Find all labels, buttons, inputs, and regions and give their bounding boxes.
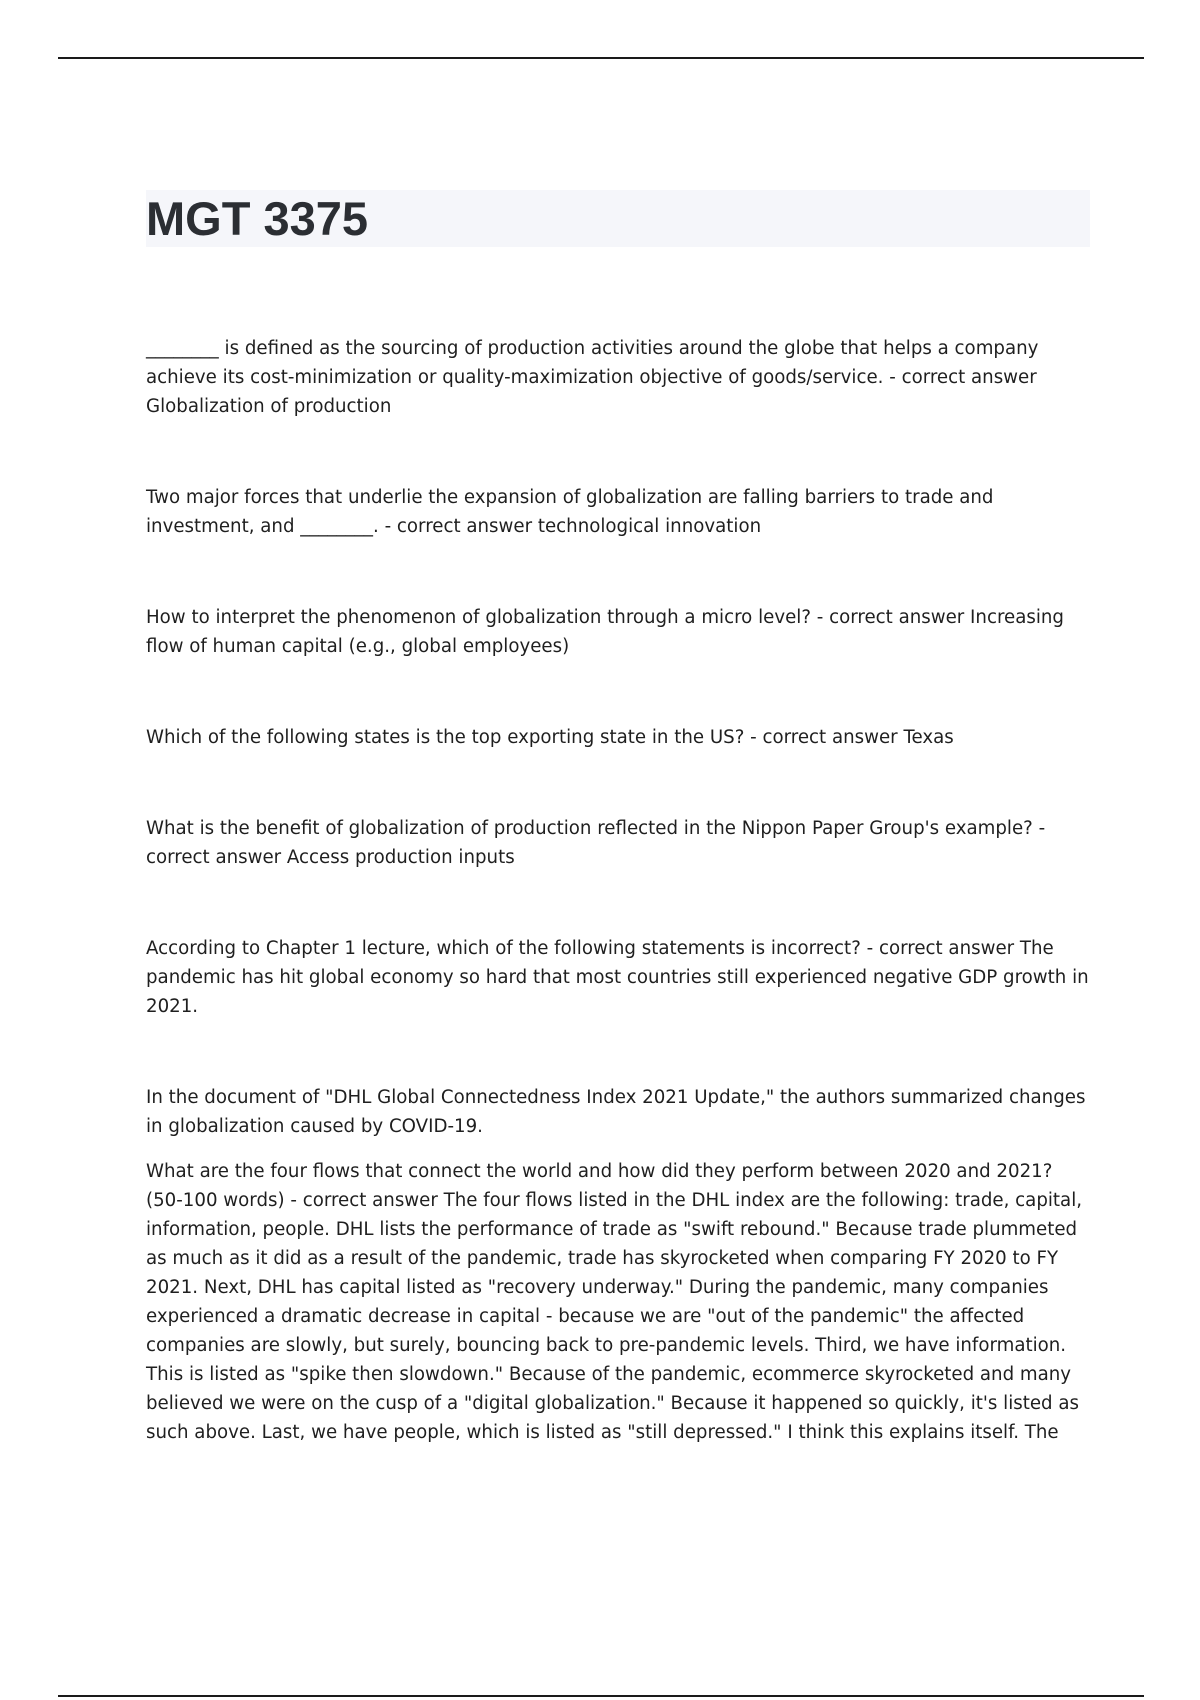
question-paragraph-6: According to Chapter 1 lecture, which of the following statements is incorrect? - correct answer The pandemic has hit global economy so hard that most countries still experienced negative GDP growth in 2021. bbox=[146, 938, 1089, 1017]
question-paragraph-1: ________ is defined as the sourcing of production activities around the globe that helps a company achieve its cost-minimization or quality-maximization objective of goods/service. - correct answer Globalization of production bbox=[146, 338, 1039, 417]
question-paragraph-8: What are the four flows that connect the world and how did they perform between 2020 and 2021? (50-100 words) - correct answer The four flows listed in the DHL index are the following: trade, capital, information, people. DHL lists the performance of trade as "swift rebound." Because trade plummeted as much as it did as a result of the pandemic, trade has skyrocketed when comparing FY 2020 to FY 2021. Next, DHL has capital listed as "recovery underway." During the pandemic, many companies experienced a dramatic decrease in capital - because we are "out of the pandemic" the affected companies are slowly, but surely, bouncing back to pre-pandemic levels. Third, we have information. This is listed as "spike then slowdown." Because of the pandemic, ecommerce skyrocketed and many believed we were on the cusp of a "digital globalization." Because it happened so quickly, it's listed as such above. Last, we have people, which is listed as "still depressed." I think this explains itself. The bbox=[146, 1161, 1083, 1443]
top-rule bbox=[58, 57, 1144, 59]
question-paragraph-4: Which of the following states is the top exporting state in the US? - correct answer Texas bbox=[146, 727, 954, 748]
question-paragraph-2: Two major forces that underlie the expansion of globalization are falling barriers to trade and investment, and ________. - correct answer technological innovation bbox=[146, 487, 994, 537]
question-paragraph-3: How to interpret the phenomenon of globalization through a micro level? - correct answer Increasing flow of human capital (e.g., global employees) bbox=[146, 607, 1064, 657]
document-body bbox=[146, 334, 1094, 1447]
bottom-rule bbox=[58, 1695, 1144, 1697]
question-paragraph-7: In the document of "DHL Global Connectedness Index 2021 Update," the authors summarized changes in globalization caused by COVID-19. bbox=[146, 1087, 1086, 1137]
document-title: MGT 3375 bbox=[146, 192, 369, 245]
question-paragraph-5: What is the benefit of globalization of production reflected in the Nippon Paper Group's example? - correct answer Access production inputs bbox=[146, 818, 1046, 868]
